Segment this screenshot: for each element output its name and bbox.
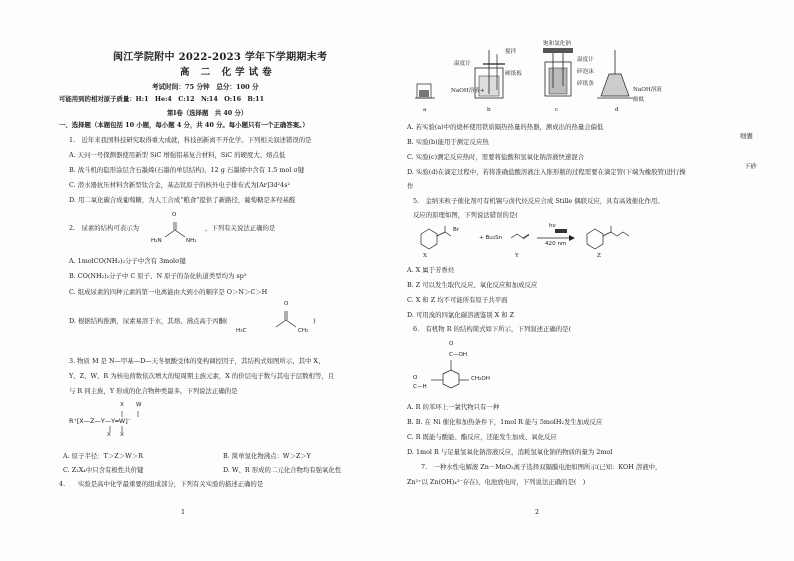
q6-cooh: C—OH [449, 352, 468, 358]
apparatus-figure [413, 40, 643, 120]
q4-option-d-line2: 作 [407, 182, 414, 190]
page-number-right: 2 [535, 508, 540, 516]
exam-title: 闽江学院附中 2022-2023 学年下学期期末考 [113, 52, 328, 63]
page-number-left: 1 [181, 508, 186, 516]
apparatus-d [597, 50, 633, 98]
exam-time-score: 考试时间：75 分钟 总分：100 分 [152, 83, 259, 91]
apparatus-c-top: 饱和氯化钠 [543, 41, 571, 47]
q1-option-d: D. 用二氧化碳合成葡萄糖，为人工合成“粮食”提供了新路径，葡萄糖是多羟基醛 [69, 196, 296, 204]
q7-stem-line2: Zn²⁺以 Zn(OH)₄²⁻存在)，电池放电时，下列说法正确的是( ) [407, 478, 586, 486]
q4-option-d: D. 实验(d)在滴定过程中，若将准确盐酸溶液注入锥形瓶的过程需要在滴定管(下端为橡胶管)进行操 [407, 168, 686, 176]
apparatus-label-b: b [487, 107, 491, 113]
q5-x-br: Br [453, 227, 460, 233]
q4-stem: 4. 实验是高中化学最重要的组成部分，下列有关实验的描述正确的是 [59, 480, 264, 488]
q2-option-c: C. 组成尿素的四种元素的第一电离能由大到小的顺序是 O＞N＞C＞H [69, 288, 268, 296]
apparatus-label-a: a [423, 107, 427, 113]
q1-stem: 1. 近年来我国科技研究取得重大成就，科技创新离不开化学。下列相关叙述错误的是 [69, 136, 312, 144]
exam-subtitle: 高 二 化学试卷 [180, 67, 276, 78]
q2-option-b: B. CO(NH₂)₂分子中 C 原子、N 原子的杂化轨道类型均为 sp³ [69, 272, 247, 280]
q3-option-a: A. 原子半径：T＞Z＞W＞R [63, 452, 143, 460]
q5-reaction-scheme [411, 224, 661, 260]
q2-option-a: A. 1molCO(NH₂)₂分子中含有 3molσ键 [69, 257, 186, 265]
q6-stem: 6. 有机物 R 的结构简式如下所示，下列叙述正确的是( [413, 325, 572, 333]
q3-option-d: D. W、R 形成的二元化合物均有强氧化性 [223, 466, 342, 474]
q6-option-d: D. 1mol R 与足量氢氧化钠溶液反应，消耗氢氧化钠的物质的量为 2mol [407, 448, 613, 456]
side-note-1: 细囊 [740, 132, 753, 140]
q5-stem-line2: 反应的原理如图，下列说法错误的是( [413, 211, 518, 219]
right-page [405, 0, 730, 561]
q4-option-c: C. 实验(c)测定反应热时，需要将盐酸和氢氧化钠溶液快速混合 [407, 153, 585, 161]
atomic-masses: 可能用到的相对原子质量：H:1 He:4 C:12 N:14 O:16 B:11 [59, 95, 265, 103]
q6-option-c: C. R 既能与酸能、酯反应，还能发生加成、氧化反应 [407, 433, 557, 441]
q2-option-d: D. 根据结构推测，尿素易溶于水，其熔、沸点高于丙酮( [69, 317, 228, 325]
q6-option-a: A. R 的苯环上一氯代物只有一种 [407, 403, 500, 411]
q5-label-y: Y [515, 253, 519, 259]
apparatus-c [543, 48, 573, 96]
q2-stem-end: ，下列有关说法正确的是 [205, 224, 276, 232]
section-instruction: 一、选择题（本题包括 10 小题，每小题 4 分，共 40 分。每小题只有一个正确答案。） [59, 121, 309, 129]
acetone-ch3: CH₃ [298, 328, 309, 334]
apparatus-b-thermo: 温度计 [454, 61, 471, 67]
urea-oxygen: O [172, 212, 177, 218]
q3-stem-line2: Y、Z、W、R 为核电荷数依次增大的短周期主族元素，X 的价层电子数与其电子层数相等，且 [69, 372, 335, 380]
q5-option-c: C. X 和 Z 均不可能所有原子共平面 [407, 296, 508, 304]
q6-ch2oh: CH₂OH [471, 376, 490, 382]
q6-option-b: B. B. 在 Ni 催化和加热条件下，1mol R 能与 5molH₂发生加成反应 [407, 418, 603, 426]
q7-stem-line1: 7. 一种水性电解液 Zn－MnO₂离子选择双隔膜电池如图所示(已知：KOH 溶液中， [421, 463, 662, 471]
urea-nh2: NH₂ [186, 238, 197, 244]
q5-stem-line1: 5. 金纳米粒子催化剂可有机锡与卤代烃反应合成 Stille 偶联反应，具有高效催化作用。 [413, 197, 664, 205]
section-heading: 第Ⅰ卷（选择题 共 40 分） [167, 109, 248, 117]
apparatus-b-stir: 搅拌 [505, 49, 517, 55]
acetone-oxygen: O [284, 301, 289, 307]
q6-structure [417, 360, 507, 420]
q5-condition: 420 nm [545, 241, 567, 247]
q3-stem-line1: 3. 物质 M 是 N—甲基—D—天冬氨酸受体的变构调控因子，其结构式如图所示，其中 X、 [69, 357, 325, 365]
urea-structure [153, 218, 213, 248]
q5-label-z: Z [597, 253, 601, 259]
q5-reagent: + Bu₃Sn [479, 235, 503, 241]
q3-stem-line3: 与 R 同主族，Y 形成的化合物种类最多。下列说法正确的是 [69, 387, 238, 395]
side-note-2: 下砂 [744, 162, 757, 170]
q5-option-d: D. 可用溴的四氯化碳溶液鉴别 X 和 Z [407, 311, 515, 319]
urea-h2n: H₂N [151, 238, 162, 244]
left-page [55, 0, 395, 561]
q2-stem: 2. 尿素的结构可表示为 [69, 224, 140, 232]
q1-option-a: A. 天问一号探测器使用新型 SiC 增强铝基复合材料，SiC 的硬度大、熔点低 [69, 151, 286, 159]
q2-option-d-end: ) [313, 317, 316, 325]
apparatus-c-side3: 碎纸条 [577, 81, 594, 87]
q6-cho-o: O [413, 375, 418, 381]
apparatus-label-d: d [615, 107, 619, 113]
apparatus-label-c: c [555, 107, 559, 113]
q3-structure-main: R⁺[X—Z—Y—Y═W]⁻ [69, 417, 132, 425]
q3-structure-bonds [95, 402, 155, 445]
apparatus-d-side1: NaOH溶液 [633, 87, 662, 93]
q5-option-b: B. Z 可以发生取代反应、氧化反应和加成反应 [407, 281, 538, 289]
q3-struct-x-bottom2: X [120, 432, 124, 438]
q4-option-a: A. 若实验(a)中的烧杯使用铁质隔热热量的热器，测成出的热量会偏低 [407, 123, 604, 131]
q3-option-c: C. Z₂X₄中只含有极性共价键 [63, 466, 144, 474]
apparatus-d-side2: 酚酞 [633, 97, 645, 103]
q3-struct-w-top: W [136, 402, 142, 408]
q6-cho: C—H [413, 384, 427, 390]
apparatus-a [415, 84, 435, 98]
q5-hv: hν [549, 223, 556, 229]
q5-label-x: X [423, 253, 427, 259]
q4-option-b: B. 实验(b)能用于测定反应热 [407, 138, 489, 146]
q5-option-a: A. X 属于芳香烃 [407, 266, 455, 274]
apparatus-c-side1: 温度计 [577, 57, 594, 63]
q3-struct-x-bottom: X [107, 432, 111, 438]
q1-option-c: C. 潜水器抗压材料含新型钛合金，基态钛原子的核外电子排布式为[Ar]3d²4s² [69, 181, 290, 189]
apparatus-b-board: 硬纸板 [505, 71, 522, 77]
apparatus-c-side2: 碎泡沫 [577, 69, 594, 75]
q3-struct-x-top: X [120, 402, 124, 408]
q6-cooh-o: O [449, 341, 454, 347]
acetone-h3c: H₃C [236, 328, 247, 334]
q3-option-b: B. 简单氢化物沸点：W＞Z＞Y [223, 452, 311, 460]
apparatus-b-solution: NaOH溶液+ [451, 88, 485, 94]
q1-option-b: B. 战斗机的隐形涂层含石墨烯(石墨的单层结构)，12 g 石墨烯中含有 1.5 mol σ键 [69, 166, 305, 174]
